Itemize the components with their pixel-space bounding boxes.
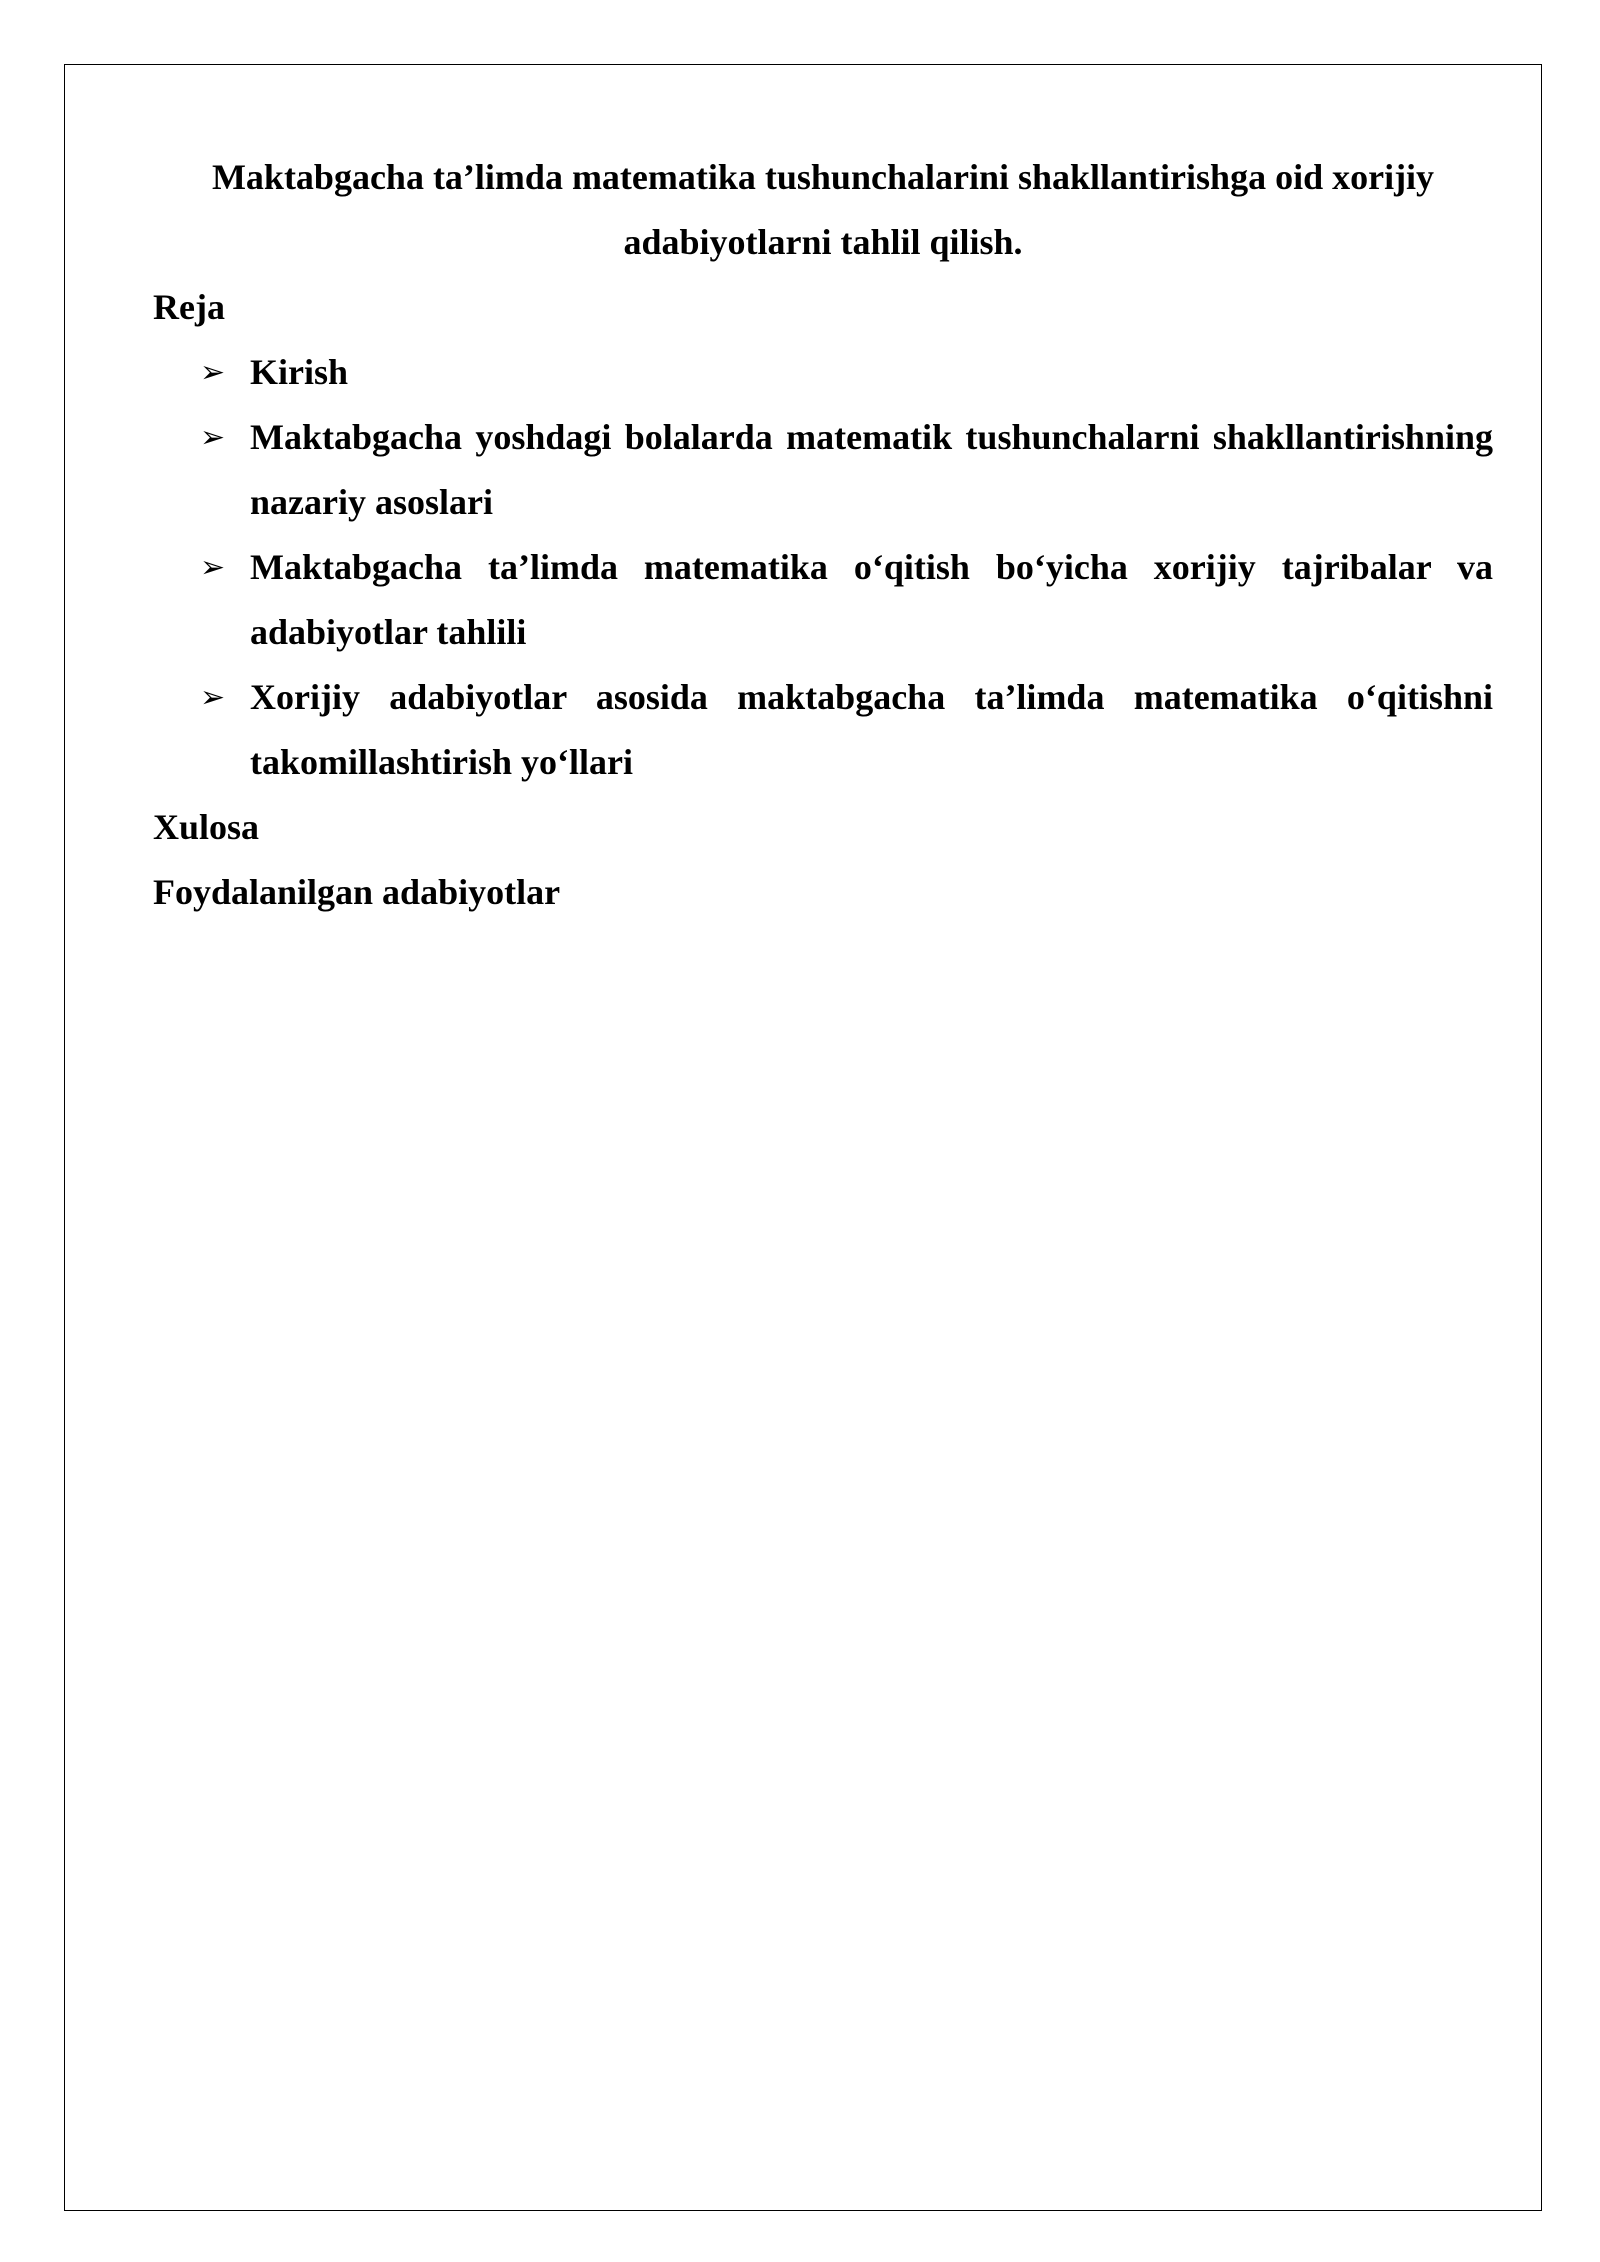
plan-item-improvement-ways (153, 665, 1493, 795)
document-body (153, 145, 1493, 925)
document-title: Maktabgacha ta’limda matematika tushunchalarini shakllantirishga oid xorijiy adabiyotlarni tahlil qilish. (211, 157, 1435, 262)
conclusion-heading: Xulosa (153, 807, 260, 847)
plan-item-theoretical-foundations (153, 405, 1493, 535)
arrowhead-bullet-icon: ➢ (200, 355, 226, 390)
plan-item-text: Maktabgacha ta’limda matematika o‘qitish bo‘yicha xorijiy tajribalar va adabiyotlar tahlili (250, 547, 1493, 652)
plan-item-introduction (153, 340, 1493, 405)
arrowhead-bullet-icon: ➢ (200, 420, 226, 455)
plan-item-foreign-experience (153, 535, 1493, 665)
references-heading: Foydalanilgan adabiyotlar (153, 872, 561, 912)
plan-list (153, 340, 1493, 795)
plan-item-text: Maktabgacha yoshdagi bolalarda matematik tushunchalarni shakllantirishning nazariy asoslari (250, 417, 1493, 522)
plan-item-text: Kirish (250, 352, 349, 392)
arrowhead-bullet-icon: ➢ (200, 680, 226, 715)
plan-item-text: Xorijiy adabiyotlar asosida maktabgacha ta’limda matematika o‘qitishni takomillashtirish yo‘llari (250, 677, 1493, 782)
plan-heading: Reja (153, 287, 225, 327)
arrowhead-bullet-icon: ➢ (200, 550, 226, 585)
